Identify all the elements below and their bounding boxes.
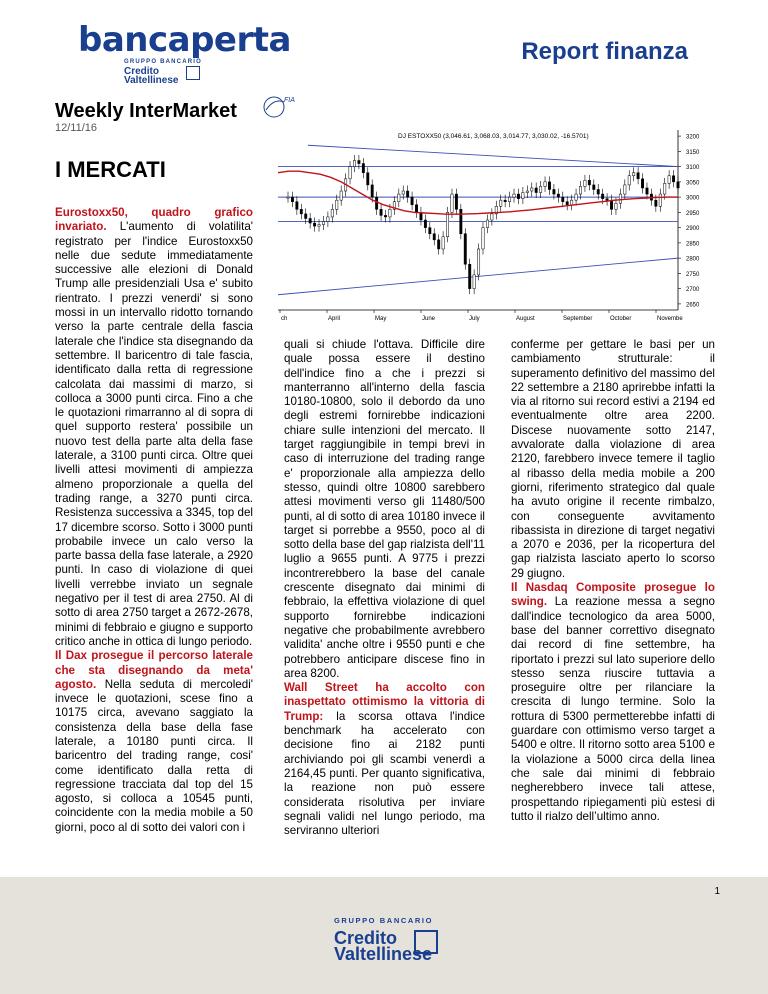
x-tick-label: August bbox=[516, 316, 535, 322]
x-tick-label: October bbox=[610, 316, 632, 322]
price-candle bbox=[659, 194, 661, 206]
price-candle bbox=[526, 191, 528, 193]
price-candle bbox=[584, 180, 586, 186]
price-candle bbox=[575, 194, 577, 200]
price-candle bbox=[451, 194, 453, 212]
doc-title: Weekly InterMarket bbox=[55, 100, 237, 122]
lead-wallstreet: Wall Street ha accolto con inaspettato ottimismo la vittoria di Trump: bbox=[284, 681, 485, 723]
paragraph-nasdaq bbox=[511, 581, 715, 824]
x-tick-label: May bbox=[375, 316, 387, 322]
price-candle bbox=[398, 194, 400, 202]
price-candle bbox=[646, 188, 648, 194]
price-candle bbox=[336, 200, 338, 209]
price-candle bbox=[424, 220, 426, 228]
price-candle bbox=[437, 240, 439, 249]
price-candle bbox=[473, 275, 475, 289]
price-candle bbox=[677, 182, 679, 188]
chart-title: DJ ESTOXX50 (3,046.61, 3,068.03, 3,014.77, 3,030.02, -16.5701) bbox=[398, 133, 589, 140]
paragraph-wallstreet bbox=[284, 681, 485, 838]
footer-group-name-line2: Valtellinese bbox=[334, 944, 433, 964]
chart-background bbox=[278, 130, 710, 330]
y-tick-label: 3000 bbox=[686, 195, 700, 202]
column-3 bbox=[511, 338, 715, 824]
price-candle bbox=[566, 202, 568, 205]
price-candle bbox=[327, 217, 329, 222]
price-candle bbox=[655, 200, 657, 206]
price-candle bbox=[606, 199, 608, 201]
price-candle bbox=[362, 164, 364, 173]
price-candle bbox=[464, 234, 466, 265]
price-candle bbox=[305, 214, 307, 219]
y-tick-label: 3100 bbox=[686, 165, 700, 172]
price-candle bbox=[664, 183, 666, 194]
eurostoxx-chart bbox=[278, 130, 710, 330]
price-candle bbox=[322, 222, 324, 225]
price-candle bbox=[513, 194, 515, 197]
price-candle bbox=[367, 173, 369, 185]
column-2 bbox=[284, 338, 485, 838]
y-tick-label: 2800 bbox=[686, 256, 700, 263]
y-tick-label: 3150 bbox=[686, 149, 700, 156]
y-tick-label: 2950 bbox=[686, 210, 700, 217]
y-tick-label: 2850 bbox=[686, 241, 700, 248]
lead-eurostoxx: Eurostoxx50, quadro grafico invariato. bbox=[55, 206, 253, 234]
price-candle bbox=[380, 209, 382, 215]
price-candle bbox=[406, 191, 408, 197]
group-label: GRUPPO BANCARIO bbox=[124, 59, 203, 65]
price-candle bbox=[331, 209, 333, 217]
price-candle bbox=[340, 191, 342, 200]
lead-dax: Il Dax prosegue il percorso laterale che sta disegnando da meta' agosto. bbox=[55, 649, 253, 691]
price-candle bbox=[539, 186, 541, 192]
price-candle bbox=[588, 180, 590, 185]
fia-label: FIA bbox=[284, 97, 295, 104]
price-candle bbox=[535, 188, 537, 193]
price-candle bbox=[672, 176, 674, 182]
group-logo-small bbox=[124, 67, 178, 85]
price-candle bbox=[593, 185, 595, 190]
price-candle bbox=[469, 264, 471, 288]
text-nasdaq: La reazione messa a segno dall'indice tecnologico da area 5000, base del banner correttivo disegnato dai record di fine settembre, ha riportato i prezzi sul lato superiore dello stesso senza riuscire tuttavia a proseguire oltre per rilanciare la crescita di lungo termine. Solo la rottura di 5300 permetterebbe infatti di guardare con ottimismo verso target a 5400 e oltre. Il ritorno sotto area 5100 e la violazione a 5000 circa della linea che sale dai minimi di febbraio negherebbero invece tali attese, prospettando ripiegamenti più estesi di tutto il rialzo dell’ultimo anno. bbox=[511, 595, 715, 823]
price-candle bbox=[420, 212, 422, 220]
price-candle bbox=[349, 167, 351, 179]
price-candle bbox=[624, 185, 626, 194]
price-candle bbox=[455, 194, 457, 209]
price-candle bbox=[619, 194, 621, 203]
price-candle bbox=[482, 228, 484, 249]
paragraph-dax bbox=[55, 649, 253, 835]
y-tick-label: 3200 bbox=[686, 134, 700, 141]
price-candle bbox=[504, 200, 506, 202]
y-tick-label: 2900 bbox=[686, 226, 700, 233]
x-tick-label: September bbox=[563, 316, 593, 322]
price-candle bbox=[300, 209, 302, 214]
price-candle bbox=[371, 185, 373, 197]
price-candle bbox=[548, 182, 550, 190]
x-tick-label: April bbox=[328, 316, 341, 322]
price-candle bbox=[442, 237, 444, 249]
price-candle bbox=[287, 197, 289, 198]
x-tick-label: July bbox=[469, 316, 480, 322]
lead-nasdaq: Il Nasdaq Composite prosegue lo swing. bbox=[511, 581, 715, 609]
page-number: 1 bbox=[714, 886, 720, 897]
price-candle bbox=[500, 200, 502, 206]
price-candle bbox=[313, 223, 315, 226]
text-dax: Nella seduta di mercoledi' invece le quotazioni, scese fino a 10175 circa, avevano saggiato la consistenza della base della fase laterale, a 10180 punti circa. Il baricentro del trading range, cosi' come identificato dalla retta di regressione tracciata dal top del 15 agosto, si colloca a 10545 punti, coincidente con la media mobile a 50 giorni, poco al di sotto dei valori con i bbox=[55, 677, 253, 834]
x-tick-label: ch bbox=[281, 316, 288, 322]
paragraph-wallstreet-cont: conferme per gettare le basi per un cambiamento strutturale: il superamento definitivo del massimo del 22 settembre a 2180 aprirebbe infatti la via al ritorno sui record estivi a 2194 ed eventualmente oltre area 2200. Discese nuovamente sotto 2147, avvalorate dalla violazione di area 2120, farebbero invece temere il taglio al ribasso della media mobile a 200 giorni, riferimento strategico dal quale ha avuto origine il recente rimbalzo, con conseguente avvitamento ribassista in direzione di target negativi a 2070 e 2036, per la ricopertura del gap rialzista lasciato aperto lo scorso 29 giugno. bbox=[511, 338, 715, 580]
price-candle bbox=[415, 205, 417, 213]
price-candle bbox=[508, 197, 510, 202]
price-candle bbox=[637, 173, 639, 179]
price-candle bbox=[553, 189, 555, 194]
text-eurostoxx: L'aumento di volatilita' registrato per l'indice Eurostoxx50 nelle due sedute immediatamente successive alle elezioni di Donald Trump alle presidenziali Usa e' subito rientrato. I prezzi venerdi' si sono mossi in un intervallo ridotto tornando verso la parte centrale della fascia laterale che l'indice sta disegnando da settembre. Il baricentro di tale fascia, identificato dalla retta di regressione calcolata dai massimi di marzo, si colloca a 3000 punti circa. Fino a che le quotazioni rimarranno al di sopra di quel supporto restera' possibile un nuovo test della parte alta della fase laterale, a 3100 punti circa. Oltre quei livelli attesi movimenti di ampiezza almeno proporzionale a quella del trading range, a 3270 punti circa. Resistenza successiva a 3345, top del 17 dicembre scorso. Sotto i 3000 punti probabile invece un calo verso la parte bassa della fase laterale, a 2920 punti. In caso di violazione di quei livelli verrebbe inviato un segnale negativo per il test di area 2750. Al di sotto di area 2750 target a 2672-2678, minimi di febbraio e giugno e supporto critico anche in ottica di lungo periodo. bbox=[55, 220, 253, 648]
group-name-line2: Valtellinese bbox=[124, 75, 179, 86]
y-tick-label: 2650 bbox=[686, 302, 700, 309]
price-candle bbox=[446, 212, 448, 236]
x-tick-label: June bbox=[422, 316, 436, 322]
group-name-line1: Credito bbox=[124, 66, 159, 77]
column-1 bbox=[55, 206, 253, 835]
price-candle bbox=[628, 176, 630, 185]
price-candle bbox=[570, 200, 572, 205]
price-candle bbox=[291, 197, 293, 202]
x-tick-label: Novembe bbox=[657, 316, 683, 322]
price-candle bbox=[318, 225, 320, 227]
price-candle bbox=[375, 197, 377, 209]
footer-group-name-line1: Credito bbox=[334, 928, 397, 948]
price-candle bbox=[557, 194, 559, 197]
report-title: Report finanza bbox=[521, 38, 688, 65]
price-candle bbox=[491, 214, 493, 220]
price-candle bbox=[610, 200, 612, 209]
price-candle bbox=[402, 191, 404, 194]
price-candle bbox=[486, 220, 488, 228]
price-candle bbox=[632, 173, 634, 176]
group-mark-icon bbox=[186, 66, 200, 80]
y-tick-label: 3050 bbox=[686, 180, 700, 187]
price-candle bbox=[411, 197, 413, 205]
price-candle bbox=[358, 161, 360, 164]
price-candle bbox=[517, 194, 519, 199]
price-candle bbox=[384, 215, 386, 217]
price-candle bbox=[296, 202, 298, 210]
fia-logo-icon bbox=[262, 92, 302, 122]
price-candle bbox=[597, 189, 599, 194]
price-candle bbox=[531, 188, 533, 191]
price-candle bbox=[562, 197, 564, 202]
price-candle bbox=[353, 161, 355, 167]
price-candle bbox=[544, 182, 546, 187]
y-tick-label: 2750 bbox=[686, 271, 700, 278]
text-wallstreet: la scorsa ottava l'indice benchmark ha accelerato con decisione fino ai 2182 punti archiviando poi gli scambi venerdì a 2164,45 punti. Per quanto significativa, la reazione non può essere considerata risolutiva per inviare segnali validi nel lungo periodo, ma serviranno ulteriori bbox=[284, 709, 485, 838]
price-candle bbox=[460, 209, 462, 233]
price-candle bbox=[389, 209, 391, 217]
section-title: I MERCATI bbox=[55, 157, 166, 182]
y-tick-label: 2700 bbox=[686, 287, 700, 294]
price-candle bbox=[615, 203, 617, 209]
footer-group-mark-icon bbox=[414, 930, 438, 954]
doc-date: 12/11/16 bbox=[55, 122, 98, 134]
price-candle bbox=[601, 194, 603, 199]
paragraph-eurostoxx bbox=[55, 206, 253, 649]
price-candle bbox=[477, 249, 479, 275]
footer-group-label: GRUPPO BANCARIO bbox=[334, 916, 434, 925]
price-candle bbox=[433, 234, 435, 240]
price-candle bbox=[522, 193, 524, 199]
price-candle bbox=[579, 186, 581, 194]
price-candle bbox=[668, 176, 670, 184]
price-candle bbox=[641, 179, 643, 188]
price-candle bbox=[429, 228, 431, 234]
paragraph-dax-cont: quali si chiude l'ottava. Difficile dire quale possa essere il destino dell'indice fino a che i prezzi si manterranno all'interno della fascia 10180-10800, solo il debordo da uno degli estremi fornirebbe indicazioni chiare sulle intenzioni del mercato. Il target raggiungibile in tempi brevi in caso di interruzione del trading range e' proporzionale alla ampiezza dello stesso, quindi oltre 10800 sarebbero attesi movimenti verso gli 11480/500 punti, al di sotto di area 10180 invece il target si porrebbe a 9550, poco al di sotto della base del gap rialzista dell'11 luglio a 9655 punti. A 9775 i prezzi incontrerebbero la base del canale crescente disegnato dai minimi di febbraio, la effettiva violazione di quel supporto fornirebbe indicazioni negative che probabilmente avrebbero validita' anche oltre i 9550 punti e che potrebbero anticipare discese fino in area 8200. bbox=[284, 338, 485, 680]
bank-logo-text: bancaperta bbox=[78, 20, 291, 60]
price-candle bbox=[309, 218, 311, 223]
